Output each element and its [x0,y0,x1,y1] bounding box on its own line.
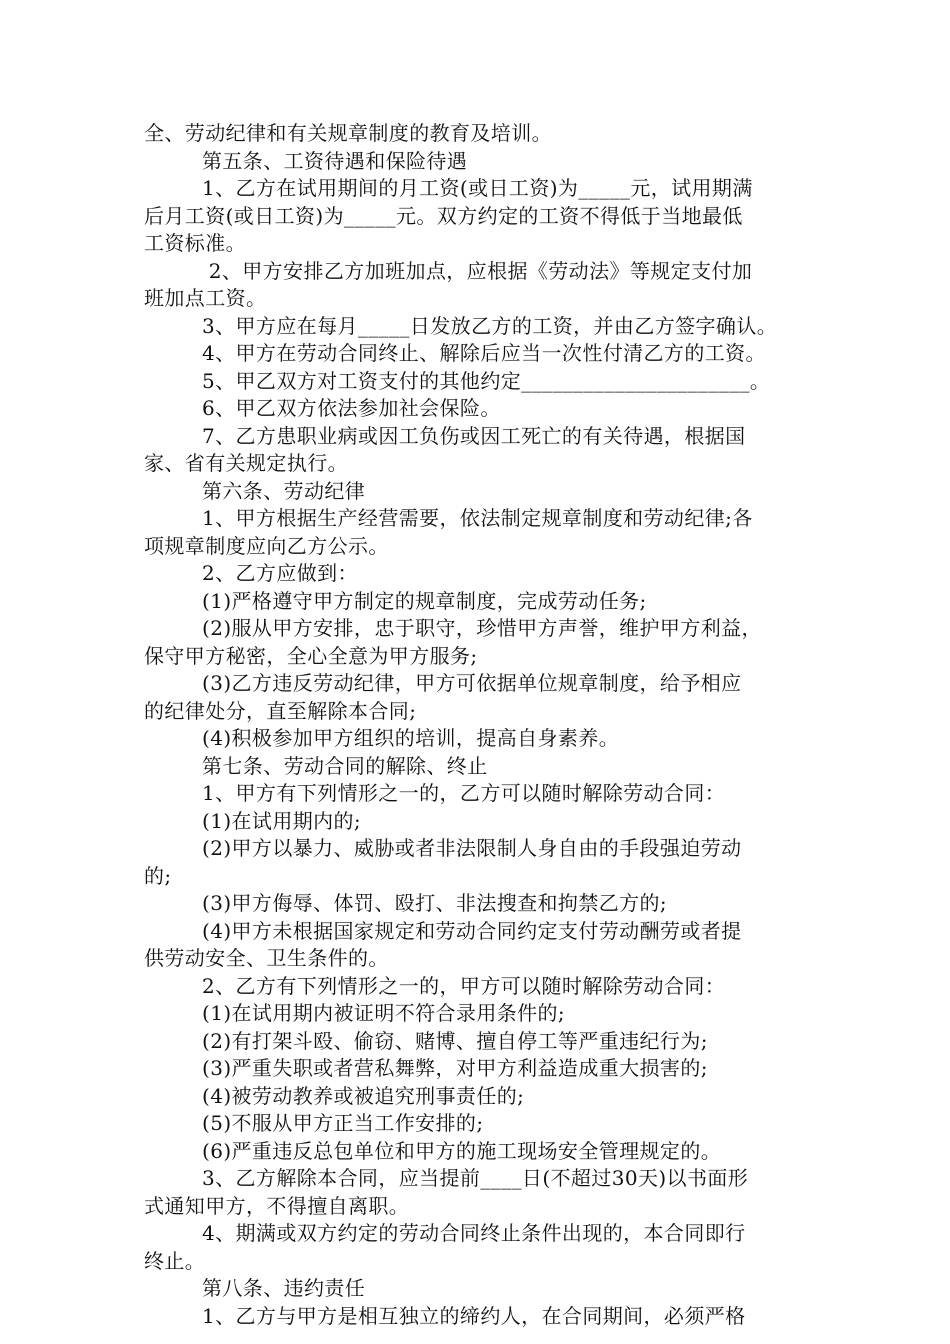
text-line: 供劳动安全、卫生条件的。 [144,946,389,970]
text-line: (6)严重违反总包单位和甲方的施工现场安全管理规定的。 [202,1138,722,1163]
text-line: 的纪律处分，直至解除本合同; [144,698,417,723]
text-line: (3)甲方侮辱、体罚、殴打、非法搜查和拘禁乙方的; [202,891,668,915]
text-line: (3)严重失职或者营私舞弊，对甲方利益造成重大损害的; [202,1056,708,1080]
text-line: 工资标准。 [144,231,246,255]
text-line: 终止。 [144,1248,206,1273]
text-line: 第八条、违约责任 [202,1276,366,1300]
text-line: (3)乙方违反劳动纪律，甲方可依据单位规章制度，给予相应 [202,671,742,695]
text-line: 2、乙方应做到： [202,561,358,585]
text-line: 全、劳动纪律和有关规章制度的教育及培训。 [144,121,552,145]
text-line: (1)在试用期内的; [202,808,362,833]
text-line: (2)有打架斗殴、偷窃、赌博、擅自停工等严重违纪行为; [202,1028,708,1053]
text-line: (5)不服从甲方正当工作安排的; [202,1111,484,1135]
text-line: 班加点工资。 [144,286,267,310]
text-line: 6、甲乙双方依法参加社会保险。 [202,396,501,420]
text-line: 保守甲方秘密，全心全意为甲方服务; [144,643,478,668]
text-line: 4、甲方在劳动合同终止、解除后应当一次性付清乙方的工资。 [202,341,766,365]
text-line: 第六条、劳动纪律 [202,478,366,503]
text-line: 家、省有关规定执行。 [144,451,348,475]
text-line: 2、甲方安排乙方加班加点，应根据《劳动法》等规定支付加 [202,258,753,283]
text-line: (2)服从甲方安排，忠于职守，珍惜甲方声誉，维护甲方利益， [202,616,762,640]
text-line: 式通知甲方，不得擅自离职。 [144,1193,410,1218]
text-line: (1)严格遵守甲方制定的规章制度，完成劳动任务; [202,588,647,613]
text-line: 2、乙方有下列情形之一的，甲方可以随时解除劳动合同： [202,973,726,998]
text-line: 第五条、工资待遇和保险待遇 [202,148,468,173]
document-body [144,120,824,1330]
text-line: 3、乙方解除本合同，应当提前____日(不超过30天)以书面形 [202,1166,749,1190]
text-line: (2)甲方以暴力、威胁或者非法限制人身自由的手段强迫劳动 [202,836,742,860]
text-line: 1、乙方在试用期间的月工资(或日工资)为_____元，试用期满 [202,176,753,200]
text-line: 1、甲方有下列情形之一的，乙方可以随时解除劳动合同： [202,781,726,805]
text-line: 3、甲方应在每月_____日发放乙方的工资，并由乙方签字确认。 [202,313,778,338]
text-line: 后月工资(或日工资)为_____元。双方约定的工资不得低于当地最低 [144,203,743,228]
text-line: 7、乙方患职业病或因工负伤或因工死亡的有关待遇，根据国 [202,423,746,448]
text-line: 1、甲方根据生产经营需要，依法制定规章制度和劳动纪律;各 [202,506,753,530]
text-line: (4)积极参加甲方组织的培训，提高自身素养。 [202,726,620,750]
text-line: 4、期满或双方约定的劳动合同终止条件出现的，本合同即行 [202,1221,746,1245]
text-line: 1、乙方与甲方是相互独立的缔约人，在合同期间，必须严格 [202,1303,746,1328]
text-line: 的; [144,863,172,888]
text-line: (4)被劳动教养或被追究刑事责任的; [202,1083,525,1108]
text-line: (1)在试用期内被证明不符合录用条件的; [202,1001,566,1025]
text-line: (4)甲方未根据国家规定和劳动合同约定支付劳动酬劳或者提 [202,918,742,943]
text-line: 项规章制度应向乙方公示。 [144,533,389,558]
text-line: 5、甲乙双方对工资支付的其他约定______________________。 [202,368,771,393]
text-line: 第七条、劳动合同的解除、终止 [202,753,488,778]
